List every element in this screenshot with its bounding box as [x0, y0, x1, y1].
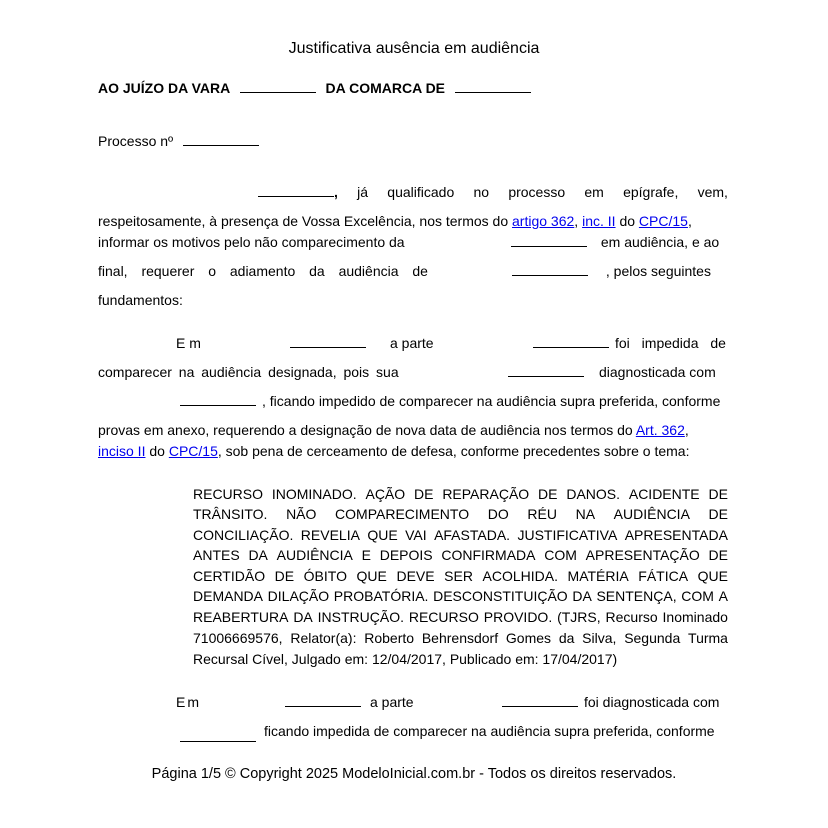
quote-word: DA — [248, 547, 268, 563]
quote-word: DE — [274, 568, 295, 584]
quote-word: PROVIDO. — [483, 609, 553, 625]
blank-vara — [240, 82, 316, 93]
quote-word: PROBATÓRIA. — [333, 588, 429, 604]
quote-word: ANTES — [193, 547, 240, 563]
quote-line: Recursal Cível, Julgado em: 12/04/2017, Publicado em: 17/04/2017) — [193, 651, 618, 667]
quote-word: DE — [414, 486, 434, 502]
quote-word: APRESENTAÇÃO — [585, 547, 700, 563]
quote-line — [193, 630, 728, 646]
link-cpc-15[interactable]: CPC/15 — [638, 213, 688, 229]
p2-comma: , — [684, 422, 689, 438]
quote-word: DILAÇÃO — [267, 588, 330, 604]
p2-do: do — [149, 443, 165, 459]
quote-line — [193, 568, 728, 584]
p1-word: já — [357, 184, 369, 200]
p2-line4-text: provas em anexo, requerendo a designação de nova data de audiência nos termos do — [98, 422, 633, 438]
quote-word: COM — [544, 547, 577, 563]
quote-word: DO — [487, 506, 509, 522]
p3-foi-diagnosticada: foi diagnosticada com — [584, 694, 720, 710]
p1-word: em — [584, 184, 604, 200]
p2-a-parte: a parte — [390, 335, 434, 351]
page-footer: Página 1/5 © Copyright 2025 ModeloInicial.com.br - Todos os direitos reservados. — [151, 766, 677, 782]
quote-word: NA — [575, 506, 596, 522]
quote-word: DE — [708, 547, 728, 563]
p1-name-field: , — [258, 184, 338, 200]
blank-p3-diagnostico — [180, 731, 256, 742]
blank-p3-parte — [502, 696, 578, 707]
quote-word: Behrensdorf — [421, 630, 499, 646]
p1-word: requerer — [141, 263, 195, 279]
quote-word: Inominado — [662, 609, 728, 625]
quote-word: QUE — [356, 568, 387, 584]
quote-word: DEPOIS — [379, 547, 433, 563]
link-inc-ii[interactable]: inc. II — [582, 213, 616, 229]
quote-word: DEMANDA — [193, 588, 264, 604]
quote-word: FÁTICA — [638, 568, 689, 584]
quote-word: CERTIDÃO — [193, 568, 266, 584]
p1-do: do — [619, 213, 636, 229]
quote-word: RÉU — [527, 506, 557, 522]
quote-word: AUDIÊNCIA — [613, 506, 690, 522]
heading-comarca-label: DA COMARCA DE — [325, 80, 446, 96]
quote-word: Gomes — [505, 630, 552, 646]
blank-processo — [183, 135, 259, 146]
quote-word: DE — [708, 506, 728, 522]
quote-word: NÃO — [286, 506, 317, 522]
p1-line4-end — [512, 263, 711, 279]
quote-line — [193, 588, 728, 604]
p2-line2a: comparecer na audiência designada, pois sua — [98, 364, 399, 380]
heading-vara-label: AO JUÍZO DA VARA — [98, 80, 230, 96]
quote-word: REPARAÇÃO — [442, 486, 530, 502]
p1-word: processo — [508, 184, 566, 200]
blank-audiencia-party — [511, 236, 587, 247]
p1-line4 — [98, 263, 428, 279]
quote-word: VAI — [405, 527, 427, 543]
quote-word: DESCONSTITUIÇÃO — [433, 588, 568, 604]
document-title: Justificativa ausência em audiência — [288, 40, 540, 57]
p1-line2 — [98, 213, 728, 229]
p1-comma: , — [687, 213, 692, 229]
p1-line3a: informar os motivos pelo não comparecimento da — [98, 234, 405, 250]
quote-word: Turma — [688, 630, 728, 646]
quote-word: REVELIA — [300, 527, 360, 543]
quote-word: APRESENTADA — [624, 527, 728, 543]
p1-line5: fundamentos: — [98, 292, 183, 308]
quote-word: 71006669576, — [193, 630, 283, 646]
p1-word: no — [473, 184, 490, 200]
quote-line — [193, 547, 728, 563]
quote-word: (TJRS, — [557, 609, 601, 625]
blank-data — [290, 337, 366, 348]
quote-word: ACOLHIDA. — [482, 568, 558, 584]
blank-sua — [508, 366, 584, 377]
p2-line4 — [98, 422, 689, 438]
quote-word: CONFIRMADA — [441, 547, 536, 563]
court-heading — [98, 80, 531, 96]
quote-line — [193, 527, 728, 543]
p1-line4-end-text: , pelos seguintes — [605, 263, 711, 279]
blank-name — [258, 186, 334, 197]
p1-line1 — [258, 184, 728, 200]
p1-word: da — [309, 263, 325, 279]
p1-word: qualificado — [387, 184, 455, 200]
p2-line5-rest: , sob pena de cerceamento de defesa, conforme precedentes sobre o tema: — [217, 443, 690, 459]
quote-word: DEVE — [396, 568, 435, 584]
p2-em: E m — [176, 335, 201, 351]
p1-comma: , — [574, 213, 579, 229]
processo-label: Processo nº — [98, 133, 174, 149]
link-art-362[interactable]: Art. 362 — [635, 422, 685, 438]
quote-word: DA — [572, 588, 592, 604]
quote-word: RECURSO — [193, 486, 264, 502]
p1-word: adiamento — [229, 263, 296, 279]
p1-line3b-text: em audiência, e ao — [600, 234, 720, 250]
quote-word: REABERTURA — [193, 609, 289, 625]
p1-word: audiência — [338, 263, 399, 279]
quote-word: Segunda — [624, 630, 681, 646]
quote-line — [193, 486, 728, 502]
blank-diagnostico — [180, 395, 256, 406]
quote-word: AFASTADA. — [434, 527, 511, 543]
quote-word: ÓBITO — [303, 568, 347, 584]
quote-word: CONCILIAÇÃO. — [193, 527, 294, 543]
p2-line2b: diagnosticada com — [599, 364, 716, 380]
p1-line3b — [511, 234, 719, 250]
quote-word: QUE — [697, 568, 728, 584]
p1-line2-text: respeitosamente, à presença de Vossa Excelência, nos termos do — [98, 213, 509, 229]
quote-word: COMPARECIMENTO — [335, 506, 470, 522]
quote-word: da — [558, 630, 575, 646]
processo-line — [98, 133, 259, 149]
quote-word: SENTENÇA, — [596, 588, 677, 604]
link-artigo-362[interactable]: artigo 362 — [512, 213, 575, 229]
quote-word: Roberto — [364, 630, 415, 646]
link-inciso-ii[interactable]: inciso II — [98, 443, 146, 459]
blank-p3-data — [285, 696, 361, 707]
quote-word: JUSTIFICATIVA — [517, 527, 618, 543]
p1-word: vem, — [697, 184, 728, 200]
p3-line2: ficando impedida de comparecer na audiência supra preferida, conforme — [264, 723, 715, 739]
quote-word: AÇÃO — [365, 486, 406, 502]
blank-audiencia-de — [512, 265, 588, 276]
p2-line5 — [98, 443, 689, 459]
quote-word: INOMINADO. — [271, 486, 357, 502]
quote-word: DE — [708, 486, 728, 502]
p2-line3: , ficando impedido de comparecer na audiência supra preferida, conforme — [262, 393, 721, 409]
quote-word: QUE — [367, 527, 398, 543]
quote-word: Silva, — [582, 630, 617, 646]
blank-comarca — [455, 82, 531, 93]
link-cpc-15-b[interactable]: CPC/15 — [168, 443, 218, 459]
quote-word: SER — [444, 568, 473, 584]
p1-word: de — [412, 263, 428, 279]
quote-word: DA — [293, 609, 313, 625]
p3-em: Em — [176, 694, 201, 710]
quote-word: ACIDENTE — [628, 486, 700, 502]
quote-word: COM — [681, 588, 714, 604]
quote-line — [193, 609, 728, 625]
quote-word: RECURSO — [408, 609, 479, 625]
quote-word: INSTRUÇÃO. — [317, 609, 404, 625]
p1-word: o — [208, 263, 217, 279]
quote-word: DE — [538, 486, 558, 502]
blank-parte — [533, 337, 609, 348]
quote-word: AUDIÊNCIA — [276, 547, 353, 563]
quote-word: MATÉRIA — [567, 568, 629, 584]
quote-word: E — [361, 547, 371, 563]
quote-word: Recurso — [605, 609, 658, 625]
quote-line — [193, 506, 728, 522]
p1-word: final, — [98, 263, 128, 279]
quote-word: TRÂNSITO. — [193, 506, 268, 522]
quote-word: Relator(a): — [290, 630, 357, 646]
p3-a-parte: a parte — [370, 694, 414, 710]
p2-foi-impedida: foi impedida de — [615, 335, 726, 351]
quote-word: DANOS. — [566, 486, 621, 502]
p1-word: epígrafe, — [623, 184, 679, 200]
quote-word: A — [718, 588, 728, 604]
